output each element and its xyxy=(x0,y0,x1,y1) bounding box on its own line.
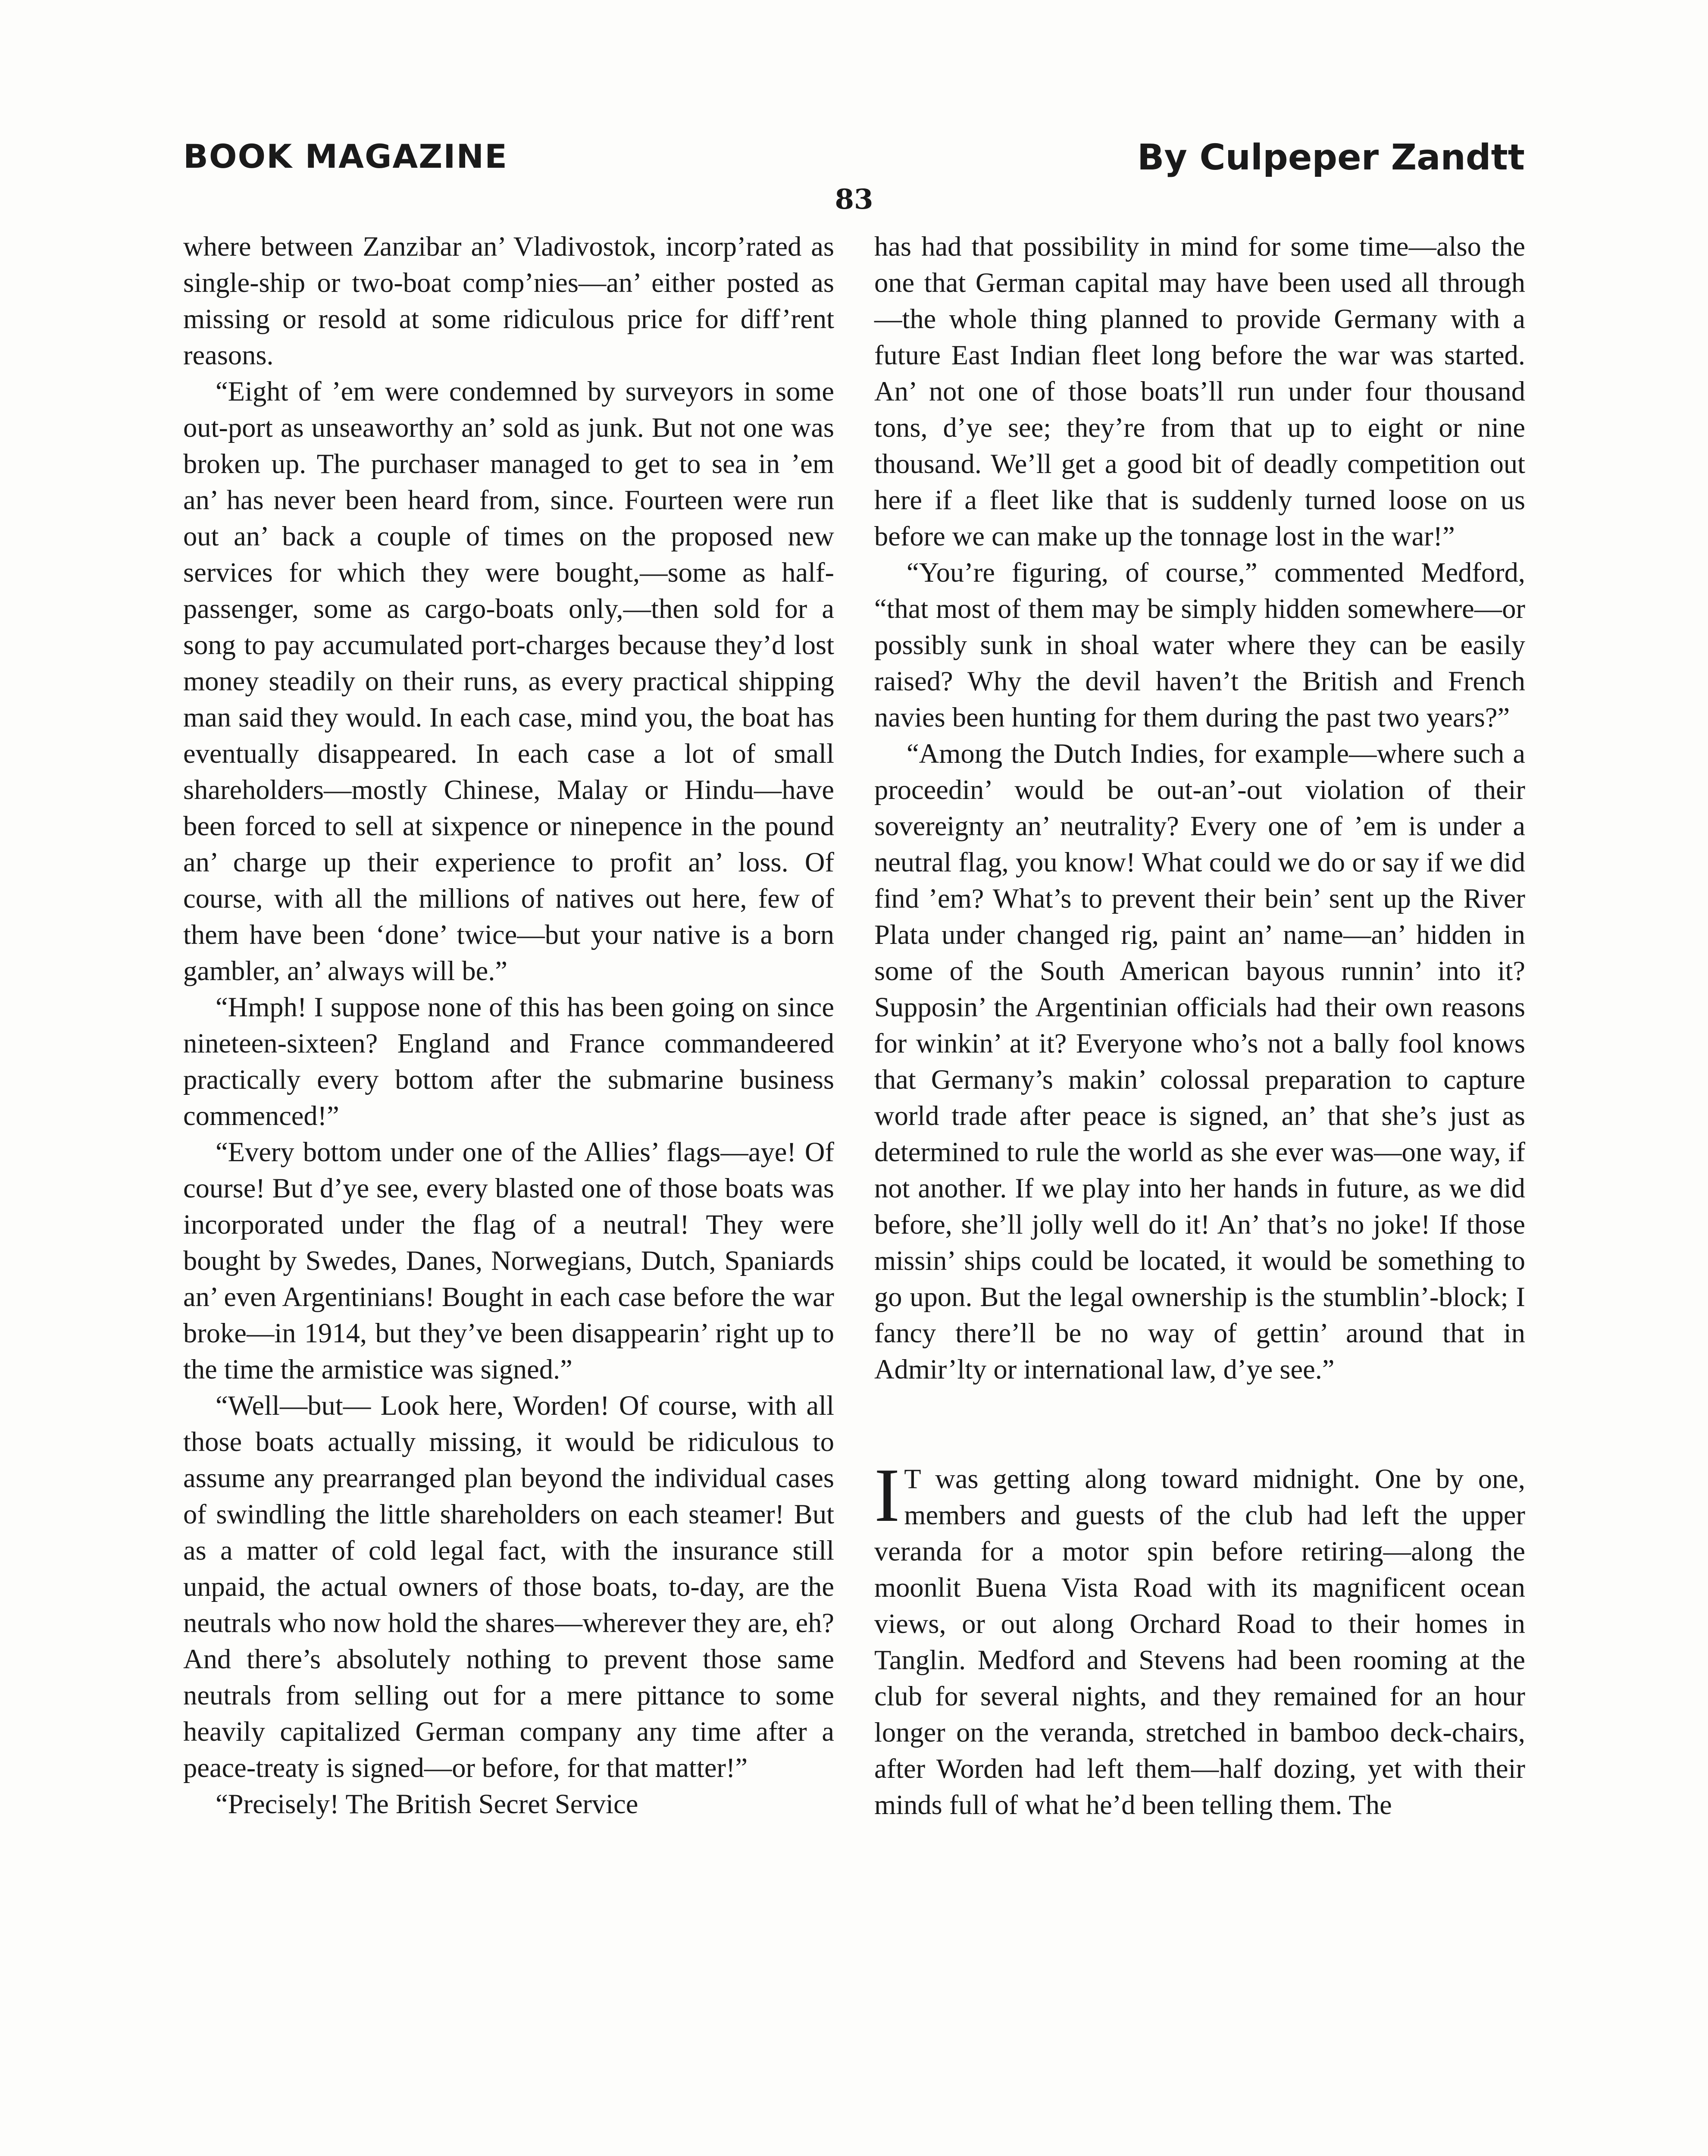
paragraph: “Well—but— Look here, Worden! Of course, with all those boats actually missing, it would be ridiculous to assume any prearranged plan beyond the individual cases of swindling the little shareholders on each steamer! But as a matter of cold legal fact, with the insurance still unpaid, the actual owners of those boats, to-day, are the neutrals who now hold the shares—wherever they are, eh? And there’s absolutely nothing to prevent those same neutrals from selling out for a mere pittance to some heavily capitalized German company any time after a peace-treaty is signed—or before, for that matter!” xyxy=(183,1390,834,1783)
section-paragraph xyxy=(874,1452,1525,1823)
paragraph: “Hmph! I suppose none of this has been going on since nineteen-sixteen? England and France commandeered practically every bottom after the submarine business commenced!” xyxy=(183,992,834,1131)
page-number: 83 xyxy=(835,183,873,216)
paragraph: has had that possibility in mind for some time—also the one that German capital may have been used all through—the whole thing planned to provide Germany with a future East Indian fleet long before the war was started. An’ not one of those boats’ll run under four thousand tons, d’ye see; they’re from that up to eight or nine thousand. We’ll get a good bit of deadly competition out here if a fleet like that is suddenly turned loose on us before we can make up the tonnage lost in the war!” xyxy=(874,231,1525,552)
section-text: T was getting along toward midnight. One by one, members and guests of the club had left the upper veranda for a motor spin before retiring—along the moonlit Buena Vista Road with its magnificent ocean views, or out along Orchard Road to their homes in Tanglin. Medford and Stevens had been rooming at the club for several nights, and they remained for an hour longer on the veranda, stretched in bamboo deck-chairs, after Worden had left them—half dozing, yet with their minds full of what he’d been telling them. The xyxy=(874,1463,1525,1820)
section-break xyxy=(874,1388,1525,1461)
paragraph: “Eight of ’em were condemned by surveyors in some out-port as unseaworthy an’ sold as junk. But not one was broken up. The purchaser managed to get to sea in ’em an’ has never been heard from, since. Fourteen were run out an’ back a couple of times on the proposed new services for which they were bought,—some as half-passenger, some as cargo-boats only,—then sold for a song to pay accumulated port-charges because they’d lost money steadily on their runs, as every practical shipping man said they would. In each case, mind you, the boat has eventually disappeared. In each case a lot of small shareholders—mostly Chinese, Malay or Hindu—have been forced to sell at sixpence or ninepence in the pound an’ charge up their experience to profit an’ loss. Of course, with all the millions of natives out here, few of them have been ‘done’ twice—but your native is a born gambler, an’ always will be.” xyxy=(183,376,834,986)
paragraph: “You’re figuring, of course,” commented Medford, “that most of them may be simply hidden somewhere—or possibly sunk in shoal water where they can be easily raised? Why the devil haven’t the British and French navies been hunting for them during the past two years?” xyxy=(874,557,1525,733)
left-column xyxy=(183,229,834,1822)
paragraph: “Precisely! The British Secret Service xyxy=(216,1789,638,1819)
paragraph: “Every bottom under one of the Allies’ flags—aye! Of course! But d’ye see, every blasted one of those boats was incorporated under the flag of a neutral! They were bought by Swedes, Danes, Norwegians, Dutch, Spaniards an’ even Argentinians! Bought in each case before the war broke—in 1914, but they’ve been disappearin’ right up to the time the armistice was signed.” xyxy=(183,1137,834,1385)
author-byline: By Culpeper Zandtt xyxy=(1137,137,1525,178)
paragraph: where between Zanzibar an’ Vladivostok, incorp’rated as single-ship or two-boat comp’nies—an’ either posted as missing or resold at some ridiculous price for diff’rent reasons. xyxy=(183,231,834,370)
drop-cap: I xyxy=(874,1452,900,1538)
right-column xyxy=(874,229,1525,1823)
paragraph: “Among the Dutch Indies, for example—where such a proceedin’ would be out-an’-out violation of their sovereignty an’ neutrality? Every one of ’em is under a neutral flag, you know! What could we do or say if we did find ’em? What’s to prevent their bein’ sent up the River Plata under changed rig, paint an’ name—an’ hidden in some of the South American bayous runnin’ into it? Supposin’ the Argentinian officials had their own reasons for winkin’ at it? Everyone who’s not a bally fool knows that Germany’s makin’ colossal preparation to capture world trade after peace is signed, an’ that she’s just as determined to rule the world as she ever was—one way, if not another. If we play into her hands in future, as we did before, she’ll jolly well do it! An’ that’s no joke! If those missin’ ships could be located, it would be something to go upon. But the legal ownership is the stumblin’-block; I fancy there’ll be no way of gettin’ around that in Admir’lty or international law, d’ye see.” xyxy=(874,738,1525,1385)
magazine-title: BOOK MAGAZINE xyxy=(183,137,508,175)
